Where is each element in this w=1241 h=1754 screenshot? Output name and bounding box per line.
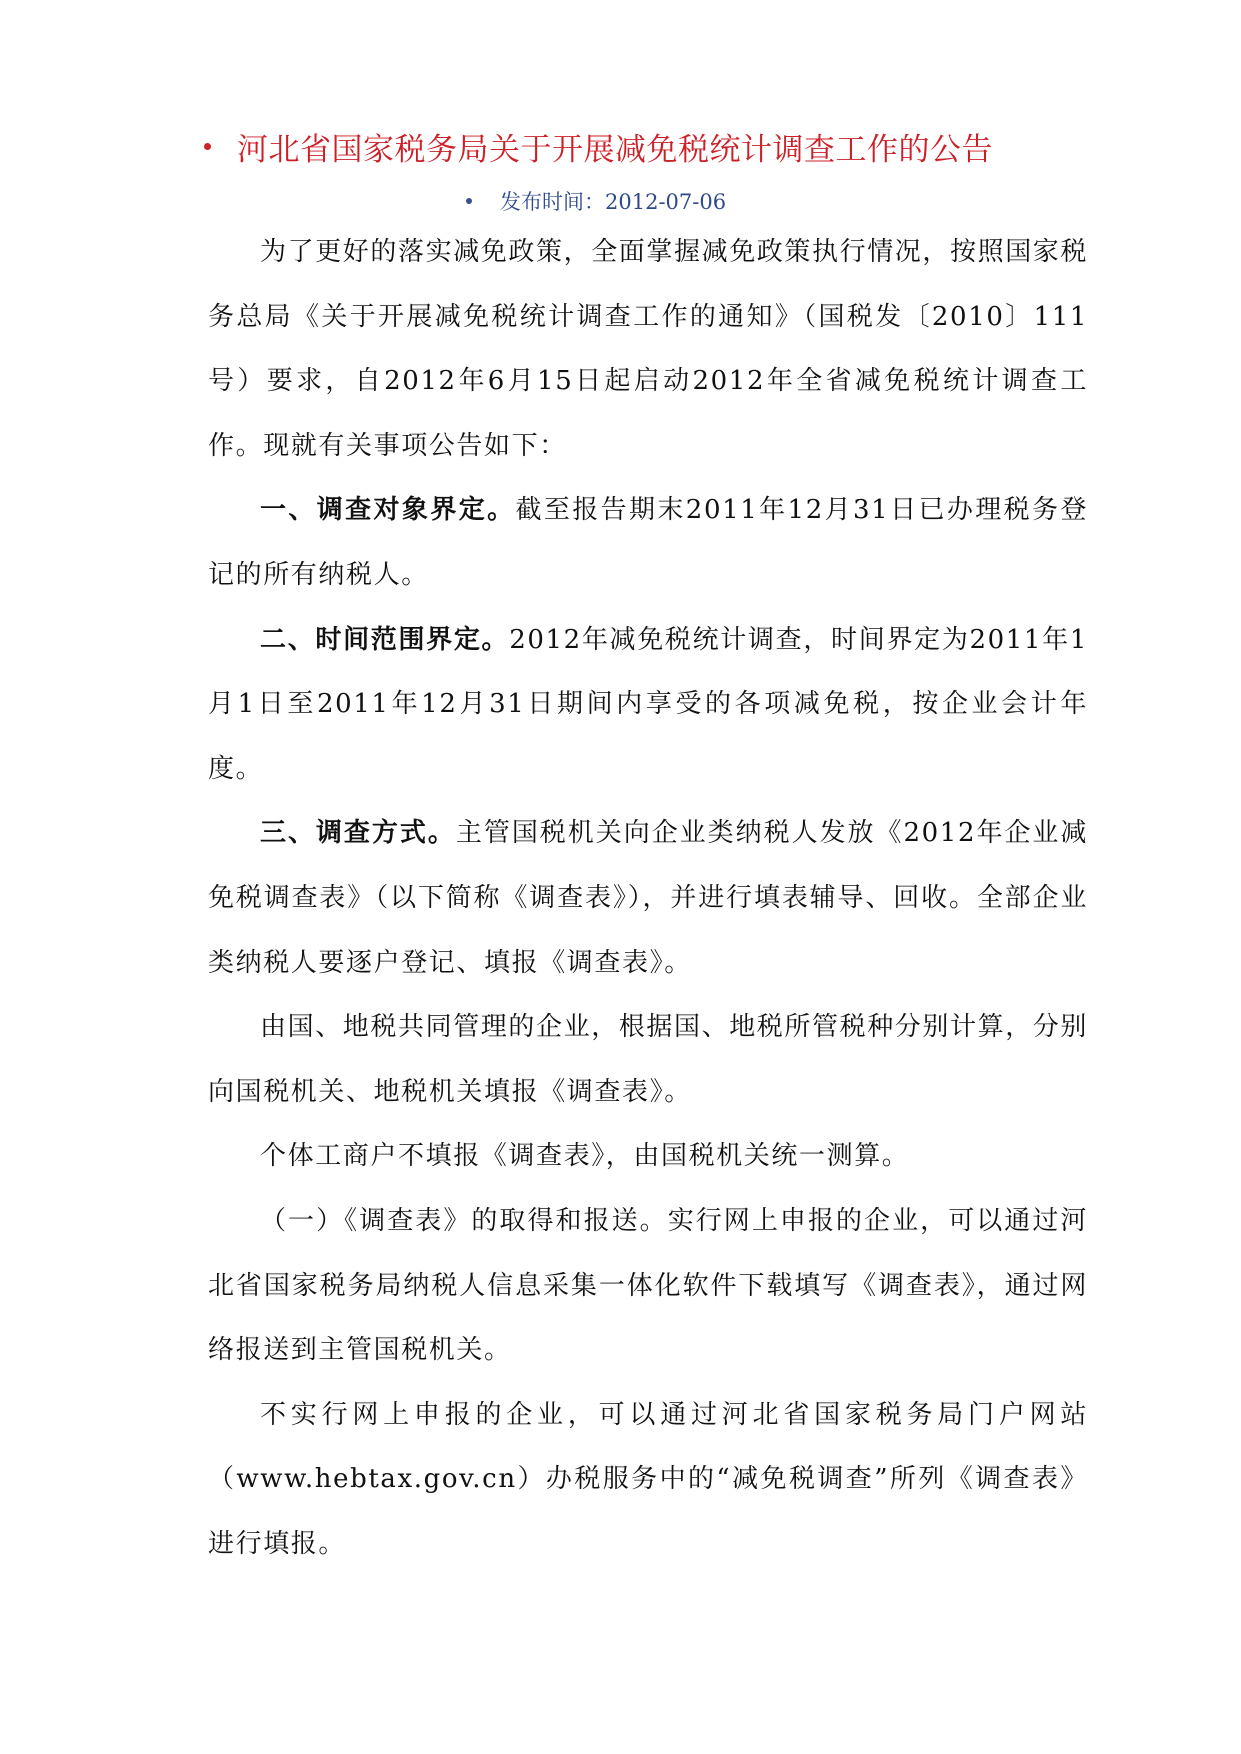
paragraph-section-1 xyxy=(208,478,1088,607)
date-row xyxy=(466,184,726,218)
paragraph-subsection-1 xyxy=(208,1189,1088,1383)
paragraph-text: （一）《调查表》的取得和报送。实行网上申报的企业，可以通过河北省国家税务局纳税人信息采集一体化软件下载填写《调查表》，通过网络报送到主管国税机关。 xyxy=(208,1205,1088,1366)
paragraph-individual-business xyxy=(208,1124,1088,1189)
title-row xyxy=(204,122,1084,170)
date-bullet-icon xyxy=(466,198,472,204)
paragraph-lead: 二、时间范围界定。 xyxy=(260,624,510,655)
paragraph-text: 个体工商户不填报《调查表》，由国税机关统一测算。 xyxy=(260,1141,910,1172)
paragraph-text: 为了更好的落实减免政策，全面掌握减免政策执行情况，按照国家税务总局《关于开展减免税统计调查工作的通知》（国税发〔2010〕111号）要求，自2012年6月15日起启动2012年全省减免税统计调查工作。现就有关事项公告如下： xyxy=(208,237,1089,461)
paragraph-text: 不实行网上申报的企业，可以通过河北省国家税务局门户网站（www.hebtax.gov.cn）办税服务中的“减免税调查”所列《调查表》进行填报。 xyxy=(208,1399,1088,1559)
publish-date: 发布时间：2012-07-06 xyxy=(500,190,727,214)
paragraph-text: 截至报告期末2011年12月31日已办理税务登记的所有纳税人。 xyxy=(208,495,1088,590)
paragraph-lead: 一、调查对象界定。 xyxy=(260,495,516,526)
paragraph-offline-filing xyxy=(208,1383,1088,1577)
paragraph-section-3 xyxy=(208,801,1088,995)
announcement-body xyxy=(208,220,1088,1576)
paragraph-joint-management xyxy=(208,995,1088,1124)
paragraph-section-2 xyxy=(208,608,1088,802)
paragraph-text: 主管国税机关向企业类纳税人发放《2012年企业减免税调查表》（以下简称《调查表》），并进行填表辅导、回收。全部企业类纳税人要逐户登记、填报《调查表》。 xyxy=(208,818,1088,978)
title-bullet-icon xyxy=(204,143,211,150)
paragraph-intro xyxy=(208,220,1088,478)
paragraph-text: 由国、地税共同管理的企业，根据国、地税所管税种分别计算，分别向国税机关、地税机关填报《调查表》。 xyxy=(208,1012,1089,1107)
paragraph-text: 2012年减免税统计调查，时间界定为2011年1月1日至2011年12月31日期间内享受的各项减免税，按企业会计年度。 xyxy=(208,624,1088,784)
paragraph-lead: 三、调查方式。 xyxy=(260,818,456,849)
announcement-title: 河北省国家税务局关于开展减免税统计调查工作的公告 xyxy=(237,131,993,168)
